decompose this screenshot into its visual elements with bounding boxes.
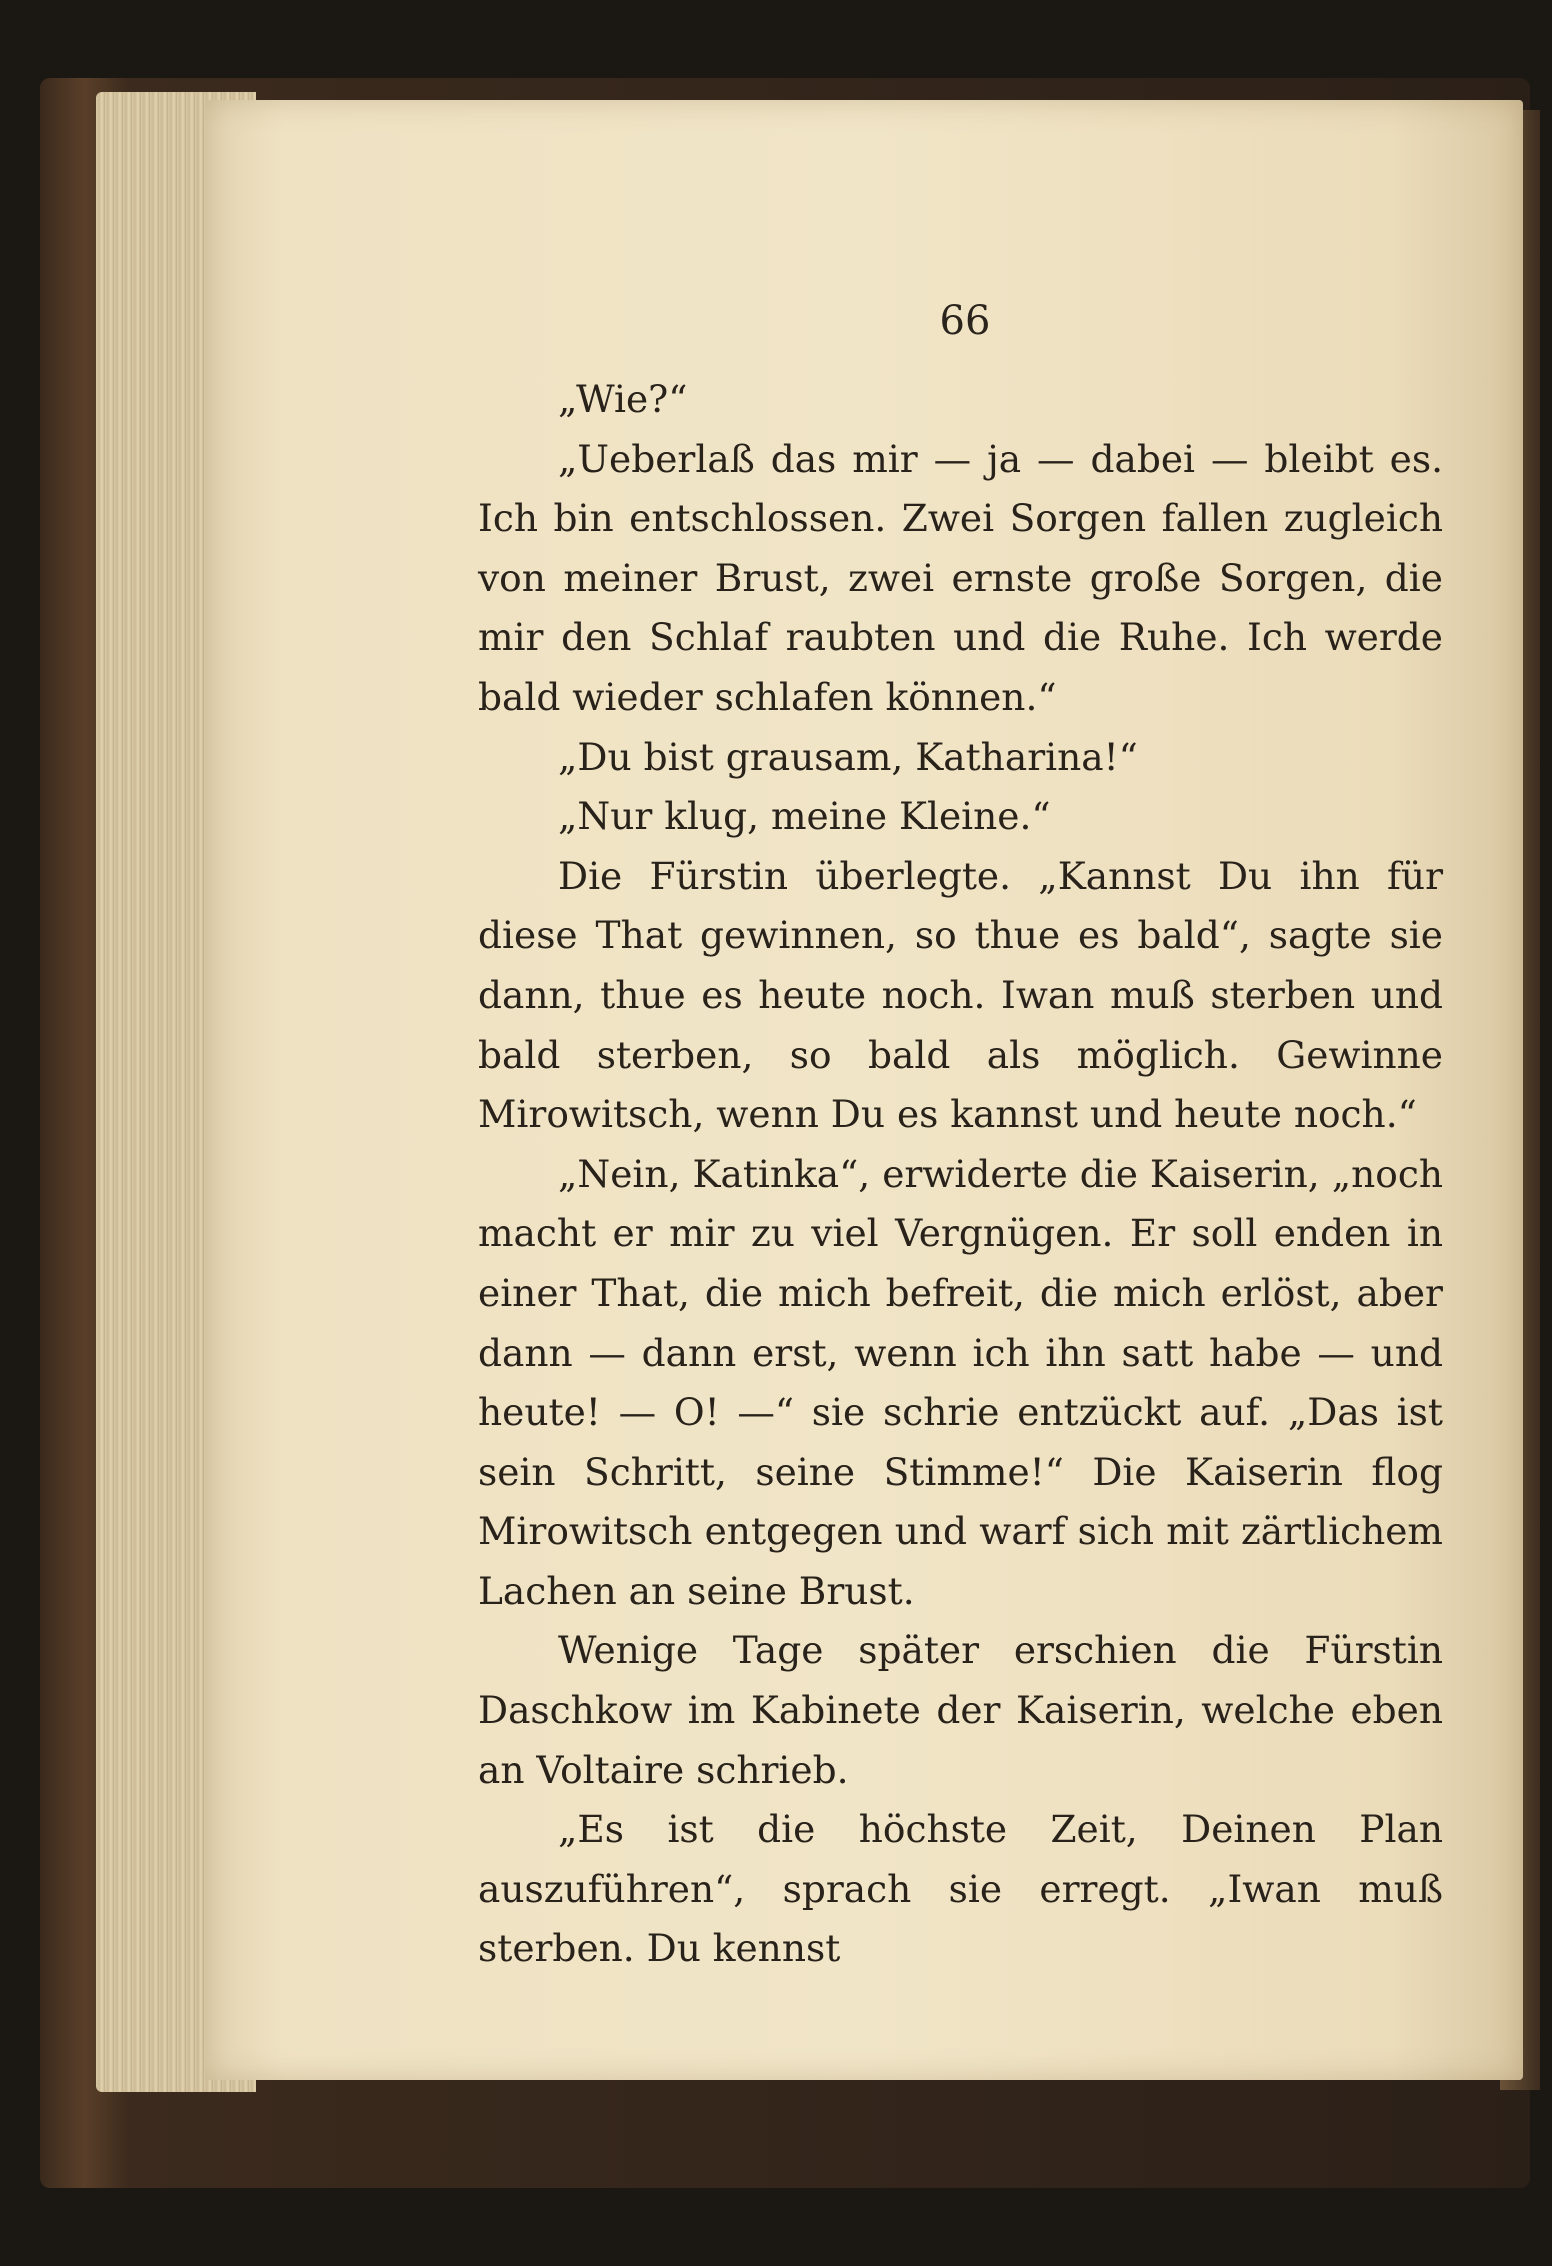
paragraph: „Nein, Katinka“, erwiderte die Kaiserin, „noch macht er mir zu viel Vergnügen. Er soll enden in einer That, die mich befreit, die mich erlöst, aber dann — dann erst, wenn ich ihn satt habe — und heute! — O! —“ sie schrie entzückt auf. „Das ist sein Schritt, seine Stimme!“ Die Kaiserin flog Mirowitsch entgegen und warf sich mit zärtlichem Lachen an seine Brust. [478,1151,1443,1613]
paragraph: Wenige Tage später erschien die Fürstin Daschkow im Kabinete der Kaiserin, welche eben an Voltaire schrieb. [478,1628,1443,1792]
paragraph: „Es ist die höchste Zeit, Deinen Plan auszuführen“, sprach sie erregt. „Iwan muß sterben. Du kennst [478,1807,1443,1971]
paragraph: „Nur klug, meine Kleine.“ [558,794,1051,839]
paragraph: „Du bist grausam, Katharina!“ [558,734,1138,779]
page-text [478,370,1443,1979]
paragraph: „Wie?“ [558,377,688,421]
paragraph: Die Fürstin überlegte. „Kannst Du ihn für diese That gewinnen, so thue es bald“, sagte sie dann, thue es heute noch. Iwan muß sterben und bald sterben, so bald als möglich. Gewinne Mirowitsch, wenn Du es kannst und heute noch.“ [478,853,1443,1137]
paragraph: „Ueberlaß das mir — ja — dabei — bleibt es. Ich bin entschlossen. Zwei Sorgen fallen zugleich von meiner Brust, zwei ernste große Sorgen, die mir den Schlaf raubten und die Ruhe. Ich werde bald wieder schlafen können.“ [478,436,1443,719]
page-number: 66 [939,298,991,344]
